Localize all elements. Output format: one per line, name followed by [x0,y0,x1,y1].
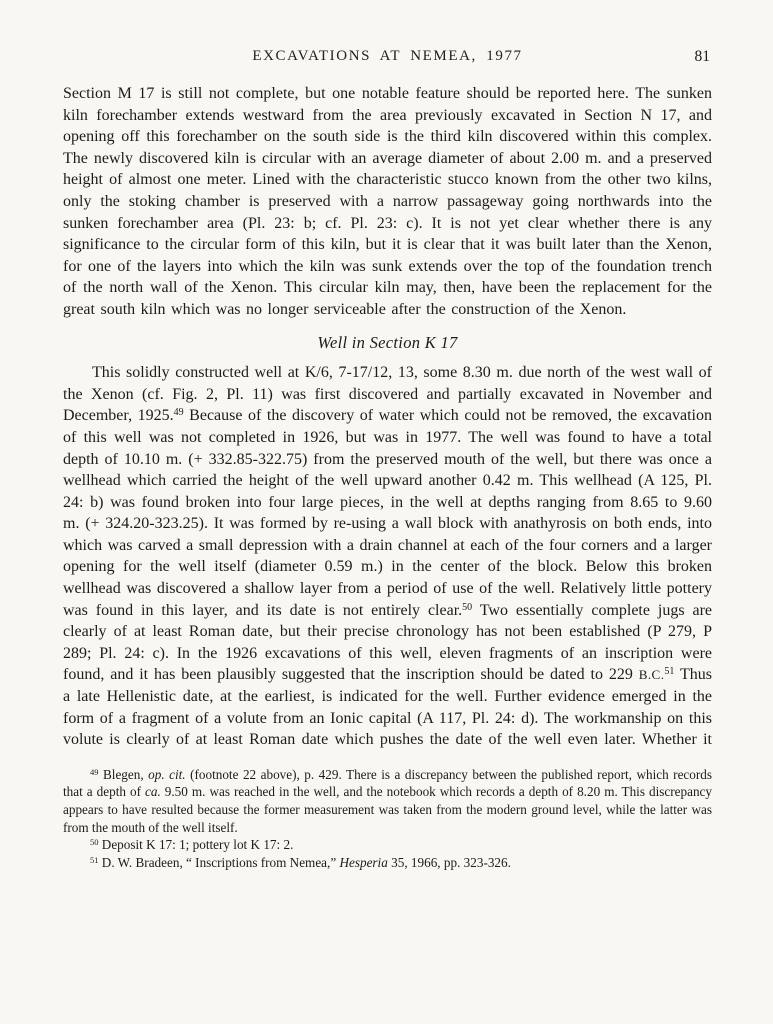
text-segment: Thus a late Hellenistic date, at the earliest, is indicated for the well. Further evidence emerged in the form of a fragment of a volute from an Ionic capital (A 117, Pl. 24: d). The workmanship on this volute is clearly of at least Roman date which pushes the date of the well even later. Whether it [63,666,712,749]
running-title: EXCAVATIONS AT NEMEA, 1977 [252,48,523,64]
footnote-51 [63,854,712,872]
footnote-ref-50: 50 [462,601,473,613]
text-segment: Because of the discovery of water which could not be removed, the excavation of this well was not completed in 1926, but was in 1977. The well was found to have a total depth of 10.10 m. (+ 332.85-322.75) from the preserved mouth of the well, but there was once a wellhead which carried the height of the well upward another 0.42 m. This wellhead (A 125, Pl. 24: b) was found broken into four large pieces, in the well at depths ranging from 8.65 to 9.60 m. (+ 324.20-323.25). It was formed by re-using a wall block with anathyrosis on both ends, into which was carved a small depression with a drain channel at each of the four corners and a larger opening for the well itself (diameter 0.59 m.) in the center of the block. Below this broken wellhead was discovered a shallow layer from a period of use of the well. Relatively little pottery was found in this layer, and its date is not entirely clear. [63,407,712,619]
era-abbreviation: B.C. [638,667,665,683]
text-segment: Section M 17 is still not complete, but one notable feature should be reported here. The sunken kiln forechamber extends westward from the area previously excavated in Section N 17, and opening off this forechamber on the south side is the third kiln discovered within this complex. The newly discovered kiln is circular with an average diameter of about 2.00 m. and a preserved height of almost one meter. Lined with the characteristic stucco known from the other two kilns, only the stoking chamber is preserved with a narrow passageway going northwards into the sunken forechamber area (Pl. 23: b; cf. Pl. 23: c). It is not yet clear whether there is any significance to the circular form of this kiln, but it is clear that it was built later than the Xenon, for one of the layers into which the kiln was sunk extends over the top of the foundation trench of the north wall of the Xenon. This circular kiln may, then, have been the replacement for the great south kiln which was no longer serviceable after the construction of the Xenon. [63,85,712,318]
text-segment: (footnote 22 above), p. 429. There is a discrepancy between the published report, which records that a depth of [63,766,712,800]
page-header [63,48,712,70]
footnote-number: 49 [90,766,99,777]
page-number: 81 [694,48,710,65]
footnote-ref-49: 49 [173,407,184,419]
text-segment: Deposit K 17: 1; pottery lot K 17: 2. [98,837,294,853]
footnote-number: 51 [90,854,99,865]
text-segment: This solidly constructed well at K/6, 7-17/12, 13, some 8.30 m. due north of the west wall of the Xenon (cf. Fig. 2, Pl. 11) was first discovered and partially excavated in November and December, 1925. [63,364,712,425]
text-segment: 9.50 m. was reached in the well, and the notebook which records a depth of 8.20 m. This discrepancy appears to have resulted because the former measurement was taken from the modern ground level, while the latter was from the mouth of the well itself. [63,784,712,835]
italic-text: Hesperia [339,854,388,870]
text-segment: 35, 1966, pp. 323-326. [387,854,511,870]
text-segment: Two essentially complete jugs are clearly of at least Roman date, but their precise chronology has not been established (P 279, P 289; Pl. 24: c). In the 1926 excavations of this well, eleven fragments of an inscription were found, and it has been plausibly suggested that the inscription should be dated to 229 [63,601,713,684]
text-segment: D. W. Bradeen, “ Inscriptions from Nemea,” [98,854,340,870]
footnote-number: 50 [90,837,99,848]
italic-text: ca. [145,784,161,800]
italic-text: op. cit. [148,766,186,782]
page-body [63,83,712,751]
footnote-50 [63,836,712,854]
paragraph-well [63,362,712,751]
paragraph-kiln [63,83,712,321]
section-heading: Well in Section K 17 [317,332,458,352]
footnotes-section [63,766,712,872]
text-segment: Blegen, [98,766,149,782]
footnote-ref-51: 51 [664,666,675,678]
footnote-49 [63,766,712,836]
